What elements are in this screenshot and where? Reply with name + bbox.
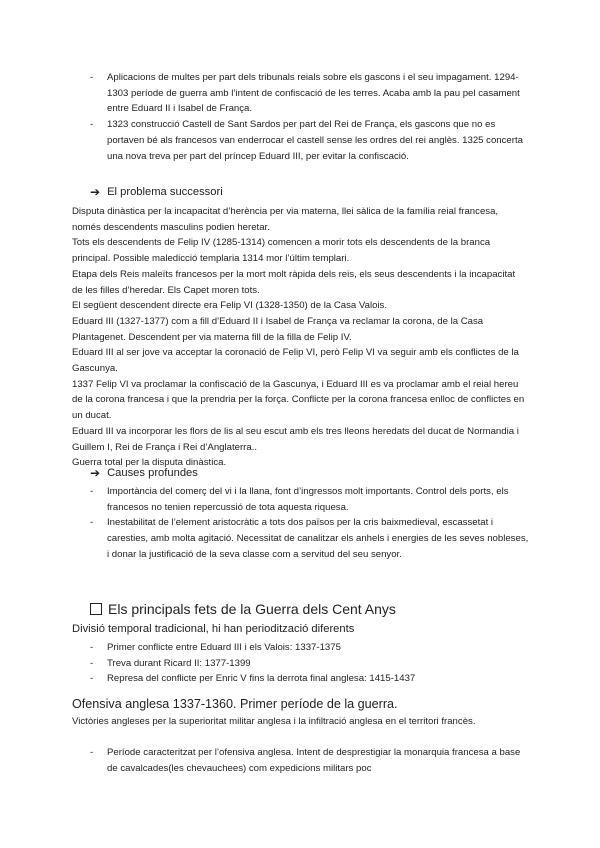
list-item: - Període caracteritzat per l’ofensiva anglesa. Intent de desprestigiar la monarquia francesa a base de cavalcades(les chevauchees) com expedicions militars poc: [90, 745, 530, 776]
ofensiva-list: [90, 745, 530, 776]
list-item: - Treva durant Ricard II: 1377-1399: [90, 656, 530, 672]
ofensiva-intro: Victòries angleses per la superioritat militar anglesa i la infiltració anglesa en el territori francès.: [72, 716, 476, 727]
arrow-icon: ➔: [90, 466, 101, 480]
gascony-conflict-list: [90, 70, 530, 164]
list-item: - Represa del conflicte per Enric V fins la derrota final anglesa: 1415-1437: [90, 671, 530, 687]
paragraph: 1337 Felip VI va proclamar la confiscació de la Gascunya, i Eduard III es va proclamar amb el reial hereu de la corona francesa i que la prendria per la força. Conflicte per la corona francesa enlloc de conflictes en un ducat.: [72, 378, 525, 422]
paragraph: El següent descendent directe era Felip VI (1328-1350) de la Casa Valois.: [72, 300, 388, 312]
causes-heading: [90, 466, 198, 480]
paragraph: Disputa dinàstica per la incapacitat d’herència per via materna, llei sàlica de la família reial francesa, només descendents masculins podien heretar.: [72, 206, 499, 233]
heading-text: Causes profundes: [107, 467, 198, 479]
heading-text: El problema successori: [107, 186, 223, 198]
paragraph: Guerra total per la disputa dinàstica.: [72, 457, 227, 469]
fets-list: [90, 640, 530, 687]
paragraph: Eduard III va incorporar les flors de lis al seu escut amb els tres lleons heredats del ducat de Normandia i Guillem I, Rei de França i Rei d’Anglaterra..: [72, 425, 519, 453]
checkbox-square-icon: [90, 603, 102, 615]
causes-list: [90, 484, 530, 563]
list-item: - Inestabilitat de l’element aristocràtic a tots dos països per la cris baixmedieval, escassetat i caresties, amb molta agitació. Necessitat de canalitzar els anhels i energies de les seves nobleses, i donar la justificació de la seva classe com a servitud del seu senyor.: [90, 515, 530, 562]
paragraph: Eduard III (1327-1377) com a fill d’Eduard II i Isabel de França va reclamar la corona, de la Casa Plantagenet. Descendent per via materna fill de la filla de Felip IV.: [72, 315, 484, 343]
list-item: - Aplicacions de multes per part dels tribunals reials sobre els gascons i el seu impagament. 1294-1303 període de guerra amb l’intent de confiscació de les terres. Acaba amb la pau pel casament entre Eduard II i Isabel de França.: [90, 70, 530, 117]
paragraph: Tots els descendents de Felip IV (1285-1314) comencen a morir tots els descendents de la branca principal. Possible maledicció templaria 1314 mor l’últim templari.: [72, 237, 491, 265]
fets-heading: [90, 601, 396, 617]
arrow-icon: ➔: [90, 185, 101, 199]
heading-text: Els principals fets de la Guerra dels Cent Anys: [108, 601, 396, 617]
paragraph: Eduard III al ser jove va acceptar la coronació de Felip VI, però Felip VI va seguir amb els conflictes de la Gascunya.: [72, 347, 519, 375]
successori-paragraphs: [72, 204, 528, 471]
ofensiva-heading: Ofensiva anglesa 1337-1360. Primer període de la guerra.: [72, 697, 398, 711]
paragraph: Etapa dels Reis maleïts francesos per la mort molt ràpida dels reis, els seus descendents i la incapacitat de les filles d’heredar. Els Capet moren tots.: [72, 268, 516, 296]
list-item: - 1323 construcció Castell de Sant Sardos per part del Rei de França, els gascons que no es portaven bé als francesos van enderrocar el castell sense les ordres del rei anglès. 1325 concerta una nova treva per part del príncep Eduard III, per evitar la confiscació.: [90, 117, 530, 164]
list-item: - Importància del comerç del vi i la llana, font d’ingressos molt importants. Control dels ports, els francesos no tenien repercussió de tota aquesta riquesa.: [90, 484, 530, 515]
fets-subtitle: Divisió temporal tradicional, hi han periodització diferents: [72, 623, 355, 635]
list-item: - Primer conflicte entre Eduard III i els Valois: 1337-1375: [90, 640, 530, 656]
successori-heading: [90, 185, 223, 199]
